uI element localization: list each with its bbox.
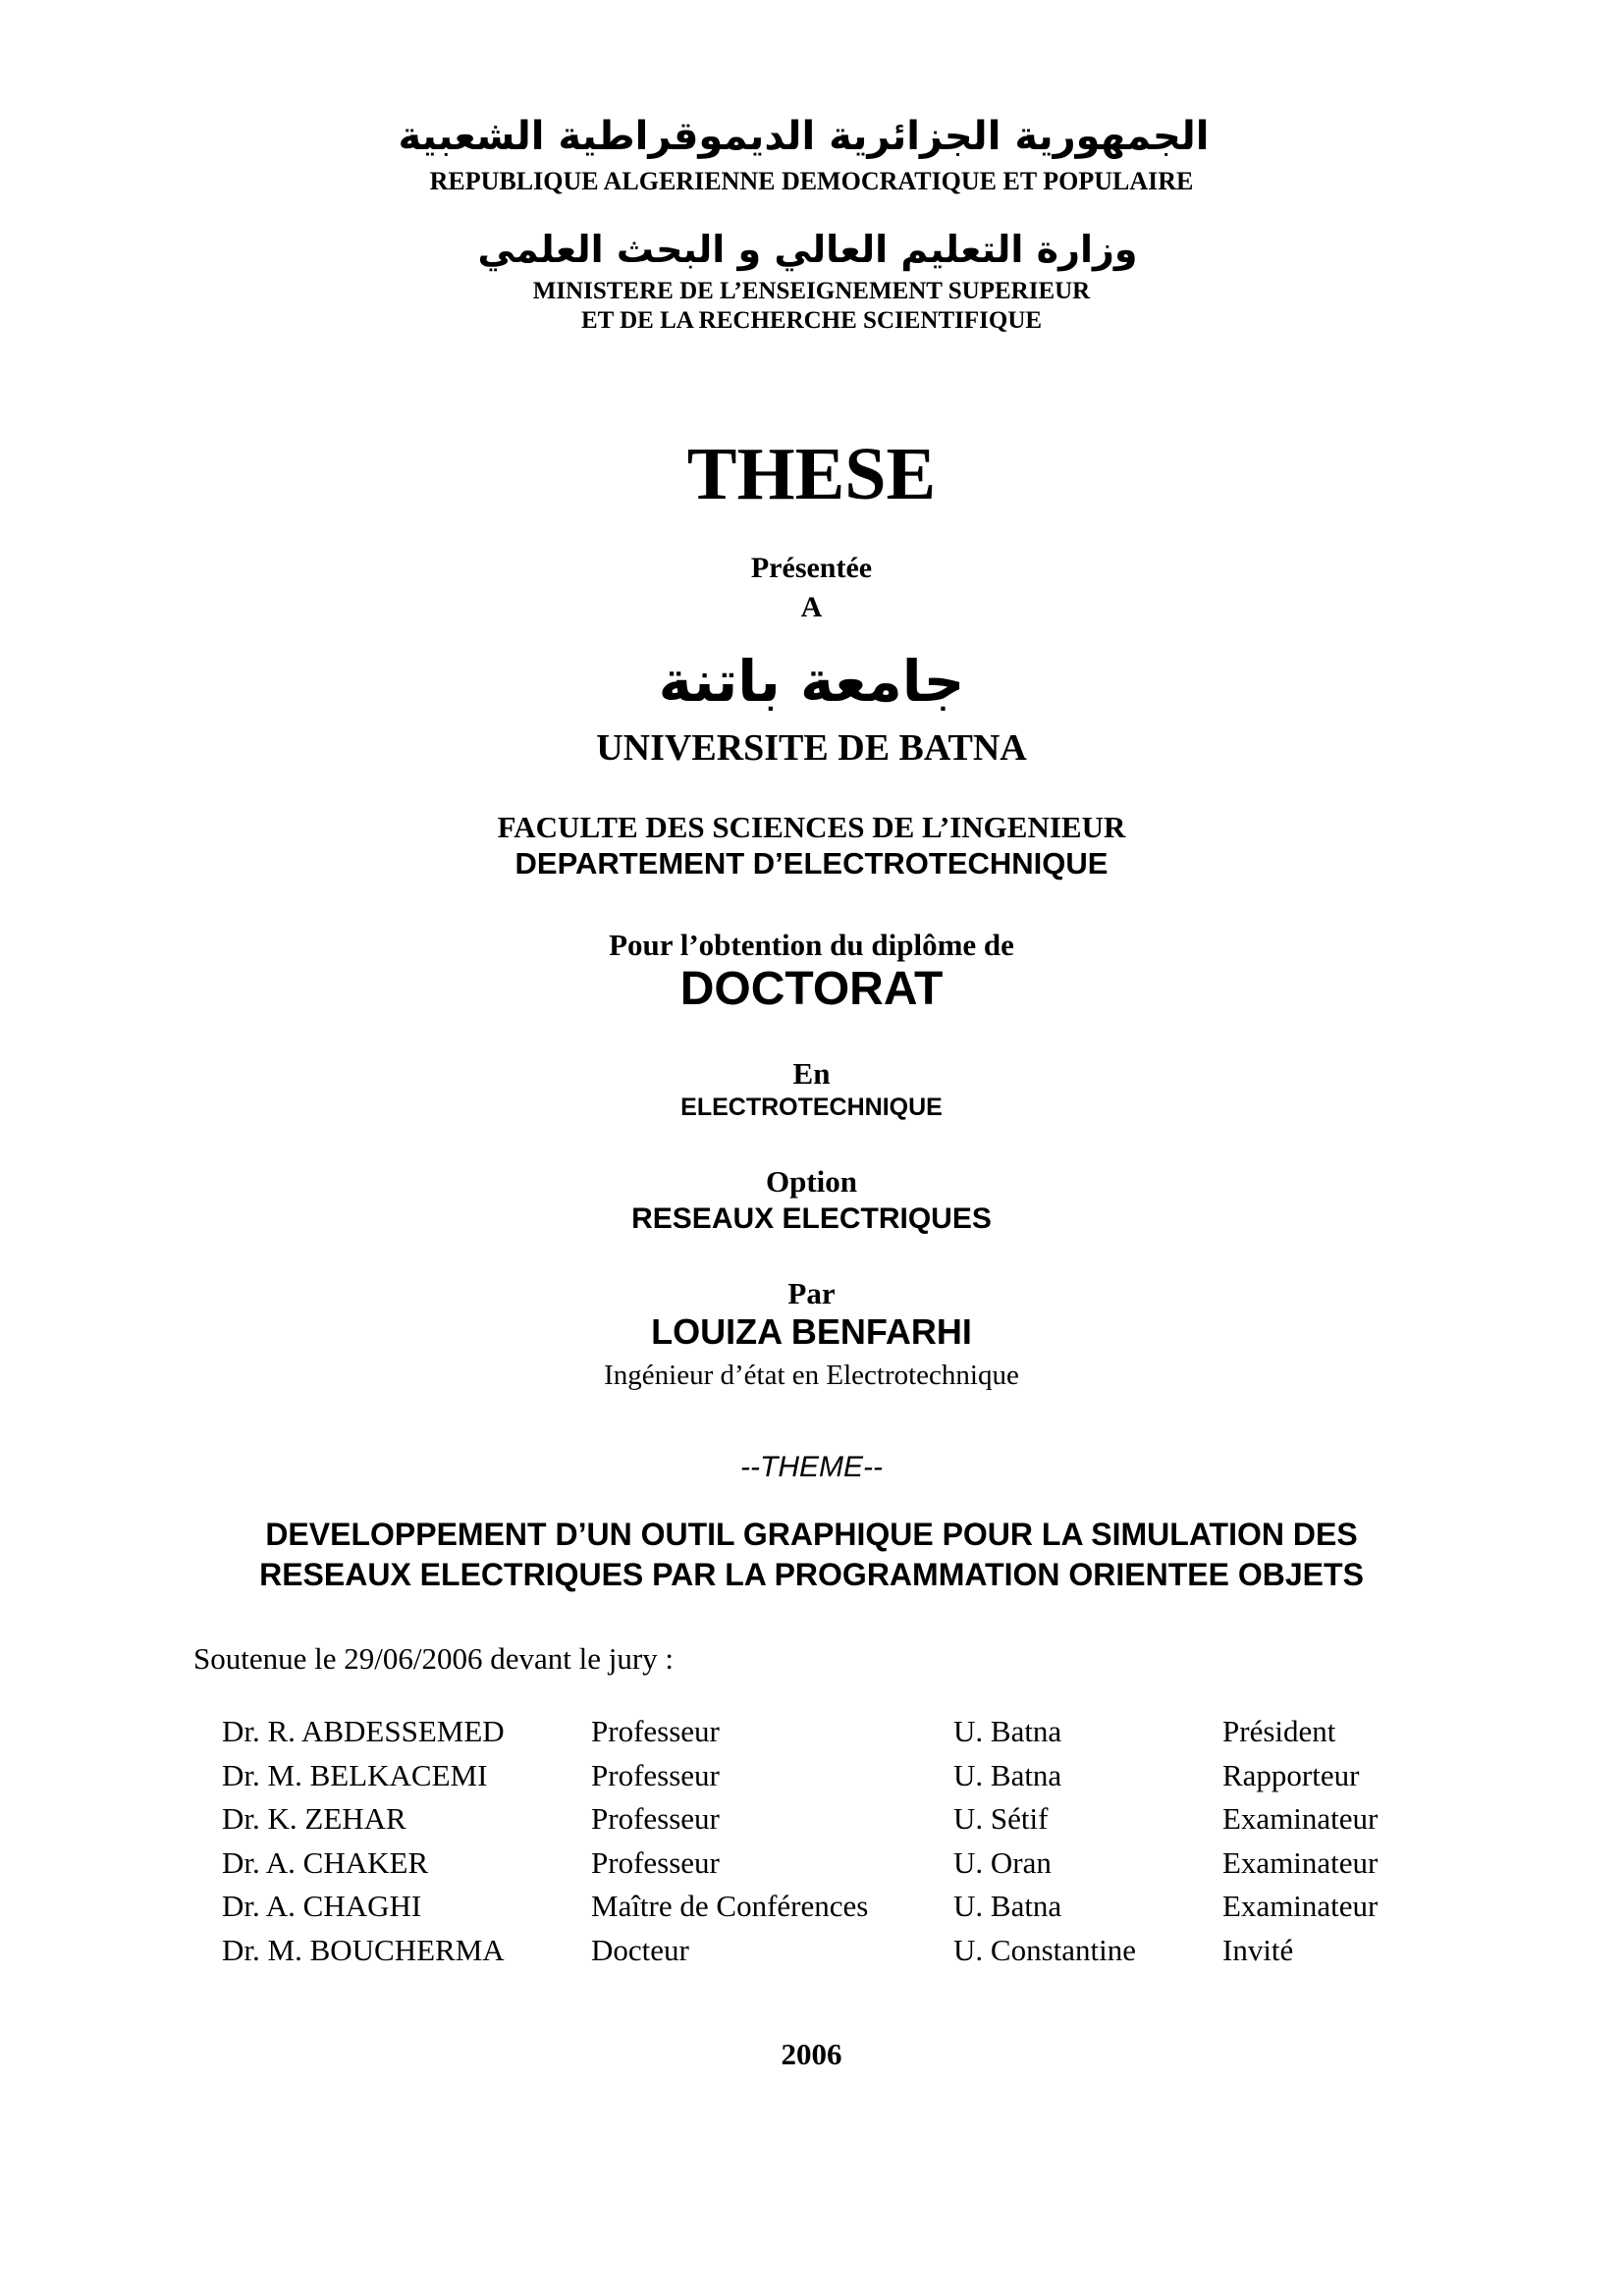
jury-member-role: Examinateur <box>1222 1801 1379 1836</box>
degree-name: DOCTORAT <box>679 963 944 1015</box>
jury-member-university: U. Sétif <box>953 1801 1049 1836</box>
field-prefix-label: En <box>792 1056 831 1091</box>
ministry-french-line-2: ET DE LA RECHERCHE SCIENTIFIQUE <box>580 307 1043 334</box>
jury-member-title: Professeur <box>591 1844 720 1880</box>
jury-member-name: Dr. M. BELKACEMI <box>222 1757 488 1792</box>
ministry-french-line-1: MINISTERE DE L’ENSEIGNEMENT SUPERIEUR <box>532 278 1091 304</box>
jury-member-name: Dr. R. ABDESSEMED <box>222 1714 505 1748</box>
jury-member-university: U. Oran <box>953 1844 1052 1880</box>
jury-member-role: Président <box>1222 1714 1336 1748</box>
jury-member-name: Dr. A. CHAGHI <box>222 1889 422 1923</box>
jury-member-name: Dr. A. CHAKER <box>222 1844 429 1880</box>
republic-arabic-heading: الجمهورية الجزائرية الديموقراطية الشعبية <box>398 114 1210 159</box>
theme-title-line-2: RESEAUX ELECTRIQUES PAR LA PROGRAMMATION ORIENTEE OBJETS <box>259 1557 1364 1592</box>
to-label: A <box>800 591 823 623</box>
jury-member-title: Professeur <box>591 1757 720 1792</box>
option-name: RESEAUX ELECTRIQUES <box>631 1202 992 1235</box>
ministry-arabic-heading: وزارة التعليم العالي و البحث العلمي <box>477 228 1138 271</box>
defense-intro: Soutenue le 29/06/2006 devant le jury : <box>193 1641 675 1676</box>
author-title: Ingénieur d’état en Electrotechnique <box>604 1360 1019 1391</box>
department-name: DEPARTEMENT D’ELECTROTECHNIQUE <box>514 846 1109 881</box>
jury-member-role: Examinateur <box>1222 1844 1379 1880</box>
field-name: ELECTROTECHNIQUE <box>680 1094 943 1121</box>
jury-member-university: U. Batna <box>953 1714 1062 1748</box>
university-french-name: UNIVERSITE DE BATNA <box>596 727 1027 769</box>
jury-member-title: Professeur <box>591 1714 720 1748</box>
author-prefix-label: Par <box>787 1276 836 1310</box>
theme-label: --THEME-- <box>740 1451 883 1483</box>
defense-year: 2006 <box>781 2037 842 2071</box>
university-arabic-name: جامعة باتنة <box>658 648 965 715</box>
jury-member-title: Professeur <box>591 1801 720 1836</box>
jury-member-university: U. Constantine <box>953 1932 1136 1967</box>
jury-member-role: Invité <box>1222 1932 1294 1967</box>
presented-label: Présentée <box>750 552 873 584</box>
document-type-title: THESE <box>686 433 937 515</box>
jury-member-name: Dr. K. ZEHAR <box>222 1801 406 1836</box>
option-label: Option <box>765 1164 858 1199</box>
faculty-name: FACULTE DES SCIENCES DE L’INGENIEUR <box>497 810 1126 844</box>
republic-french-heading: REPUBLIQUE ALGERIENNE DEMOCRATIQUE ET POPULAIRE <box>429 167 1194 195</box>
jury-member-title: Docteur <box>591 1932 689 1967</box>
jury-member-university: U. Batna <box>953 1757 1062 1792</box>
jury-member-name: Dr. M. BOUCHERMA <box>222 1932 505 1967</box>
jury-member-role: Examinateur <box>1222 1889 1379 1923</box>
author-name: LOUIZA BENFARHI <box>651 1311 972 1352</box>
obtention-label: Pour l’obtention du diplôme de <box>609 928 1014 962</box>
theme-title-line-1: DEVELOPPEMENT D’UN OUTIL GRAPHIQUE POUR LA SIMULATION DES <box>265 1517 1358 1552</box>
jury-member-university: U. Batna <box>953 1889 1062 1923</box>
jury-member-role: Rapporteur <box>1222 1757 1360 1792</box>
jury-member-title: Maître de Conférences <box>591 1889 869 1923</box>
